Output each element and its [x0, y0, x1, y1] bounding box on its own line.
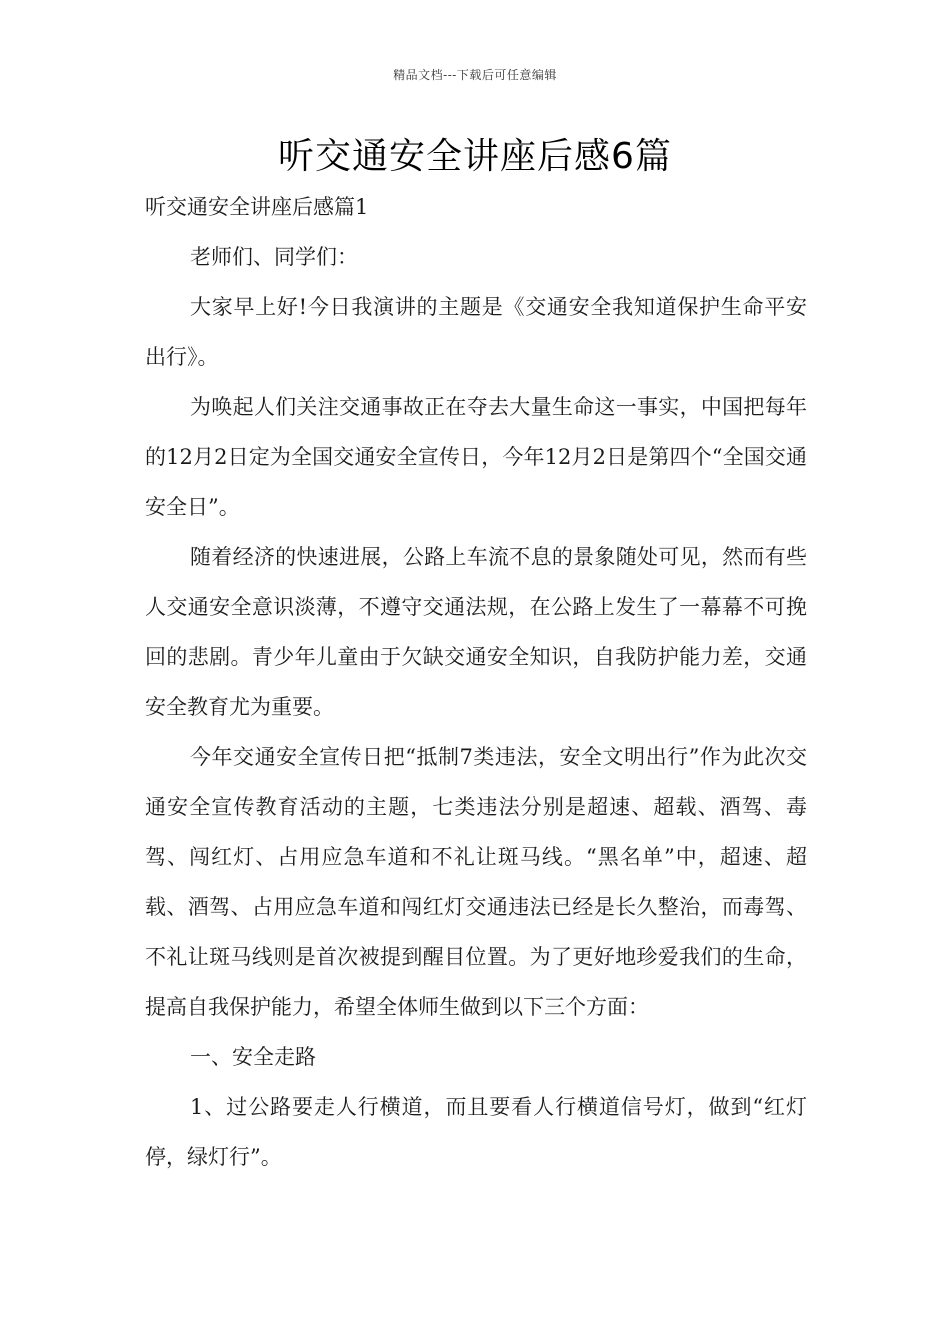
section-heading: 听交通安全讲座后感篇1 [145, 195, 369, 219]
paragraph-greeting: 老师们、同学们： [190, 245, 358, 269]
document-title: 听交通安全讲座后感6篇 [278, 136, 672, 177]
paragraph: 随着经济的快速进展，公路上车流不息的景象随处可见，然而有些人交通安全意识淡薄，不遵守交通法规，在公路上发生了一幕幕不可挽回的悲剧。青少年儿童由于欠缺交通安全知识，自我防护能力差，交通安全教育尤为重要。 [145, 545, 807, 719]
page-header: 精品文档---下载后可任意编辑 [393, 68, 557, 82]
paragraph: 今年交通安全宣传日把“抵制7类违法，安全文明出行”作为此次交通安全宣传教育活动的主题，七类违法分别是超速、超载、酒驾、毒驾、闯红灯、占用应急车道和不礼让斑马线。“黑名单”中，超速、超载、酒驾、占用应急车道和闯红灯交通违法已经是长久整治，而毒驾、不礼让斑马线则是首次被提到醒目位置。为了更好地珍爱我们的生命，提高自我保护能力，希望全体师生做到以下三个方面： [145, 745, 807, 1019]
paragraph: 1、过公路要走人行横道，而且要看人行横道信号灯，做到“红灯停，绿灯行”。 [145, 1095, 807, 1169]
document-body [145, 182, 807, 1182]
paragraph: 大家早上好!今日我演讲的主题是《交通安全我知道保护生命平安出行》。 [145, 295, 807, 369]
subsection-heading: 一、安全走路 [190, 1045, 316, 1069]
paragraph: 为唤起人们关注交通事故正在夺去大量生命这一事实，中国把每年的12月2日定为全国交通安全宣传日，今年12月2日是第四个“全国交通安全日”。 [145, 395, 807, 519]
